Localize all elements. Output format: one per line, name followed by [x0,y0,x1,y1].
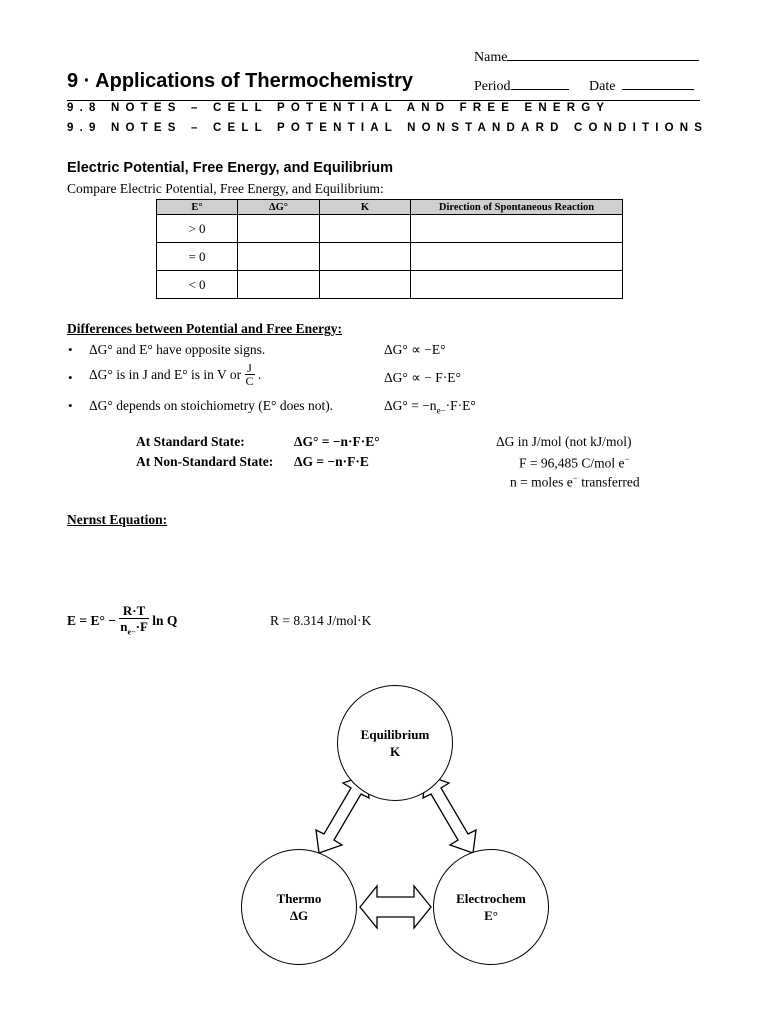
double-arrow-thermo-electrochem [360,886,431,928]
period-label: Period [474,79,511,94]
relation-subscript: e− [436,405,446,416]
relation-part: ΔG° = −n [384,398,437,413]
bullet-marker: • [68,370,73,385]
thermo-node [241,849,357,965]
nonstandard-state-label: At Non-Standard State: [136,454,274,469]
table-cell: > 0 [157,215,238,243]
col-header-e: E° [157,200,238,215]
differences-heading: Differences between Potential and Free Energy: [67,321,343,336]
fraction-numerator: J [245,362,255,375]
electrochem-symbol: E° [484,908,498,923]
difference-2-text: ΔG° is in J and E° is in V or [89,366,242,382]
table-cell: < 0 [157,271,238,299]
difference-1-relation: ΔG° ∝ −E° [384,342,446,357]
note-part: transferred [577,474,640,490]
thermo-label: Thermo [276,891,322,906]
difference-2-relation: ΔG° ∝ − F·E° [384,370,461,385]
denominator-part: n [120,619,128,634]
section-intro: Compare Electric Potential, Free Energy, and Equilibrium: [67,181,384,196]
col-header-direction: Direction of Spontaneous Reaction [411,200,623,215]
relation-part: ·F·E° [445,398,476,413]
fraction-denominator: C [245,374,254,388]
note-superscript: − [624,454,630,464]
note-part: F = 96,485 C/mol e [519,455,625,471]
nernst-rhs: ln Q [152,613,178,629]
bullet-marker: • [68,342,73,357]
nernst-numerator: R·T [119,603,149,619]
page-title: 9 · Applications of Thermochemistry [67,70,413,92]
denominator-subscript: e− [127,627,136,637]
equilibrium-symbol: K [389,744,401,759]
nernst-lhs: E = E° − [67,613,116,629]
note-superscript: − [572,473,578,483]
col-header-dg: ΔG° [238,200,320,215]
col-header-k: K [320,200,411,215]
note-part: n = moles e [510,474,573,490]
date-label: Date [589,79,616,94]
name-label: Name [474,50,508,65]
equilibrium-label: Equilibrium [360,727,430,742]
denominator-part: ·F [135,619,148,634]
units-note: ΔG in J/mol (not kJ/mol) [496,434,632,449]
equilibrium-node [337,685,453,801]
difference-3-text: ΔG° depends on stoichiometry (E° does not). [89,398,334,413]
standard-state-equation: ΔG° = −n·F·E° [294,434,380,449]
gas-constant: R = 8.314 J/mol·K [270,613,372,628]
section-heading: Electric Potential, Free Energy, and Equilibrium [67,160,394,176]
nernst-heading: Nernst Equation: [67,512,168,527]
subtitle-9-9: 9.9 NOTES – CELL POTENTIAL NONSTANDARD CONDITIONS [67,122,709,134]
electrochem-node [433,849,549,965]
table-cell: = 0 [157,243,238,271]
thermo-symbol: ΔG [289,908,309,923]
bullet-marker: • [68,398,73,413]
nonstandard-state-equation: ΔG = −n·F·E [294,454,369,469]
difference-1-text: ΔG° and E° have opposite signs. [89,342,266,357]
standard-state-label: At Standard State: [136,434,245,449]
difference-2-end: . [257,366,262,382]
subtitle-9-8: 9.8 NOTES – CELL POTENTIAL AND FREE ENERGY [67,102,611,114]
electrochem-label: Electrochem [456,891,526,906]
